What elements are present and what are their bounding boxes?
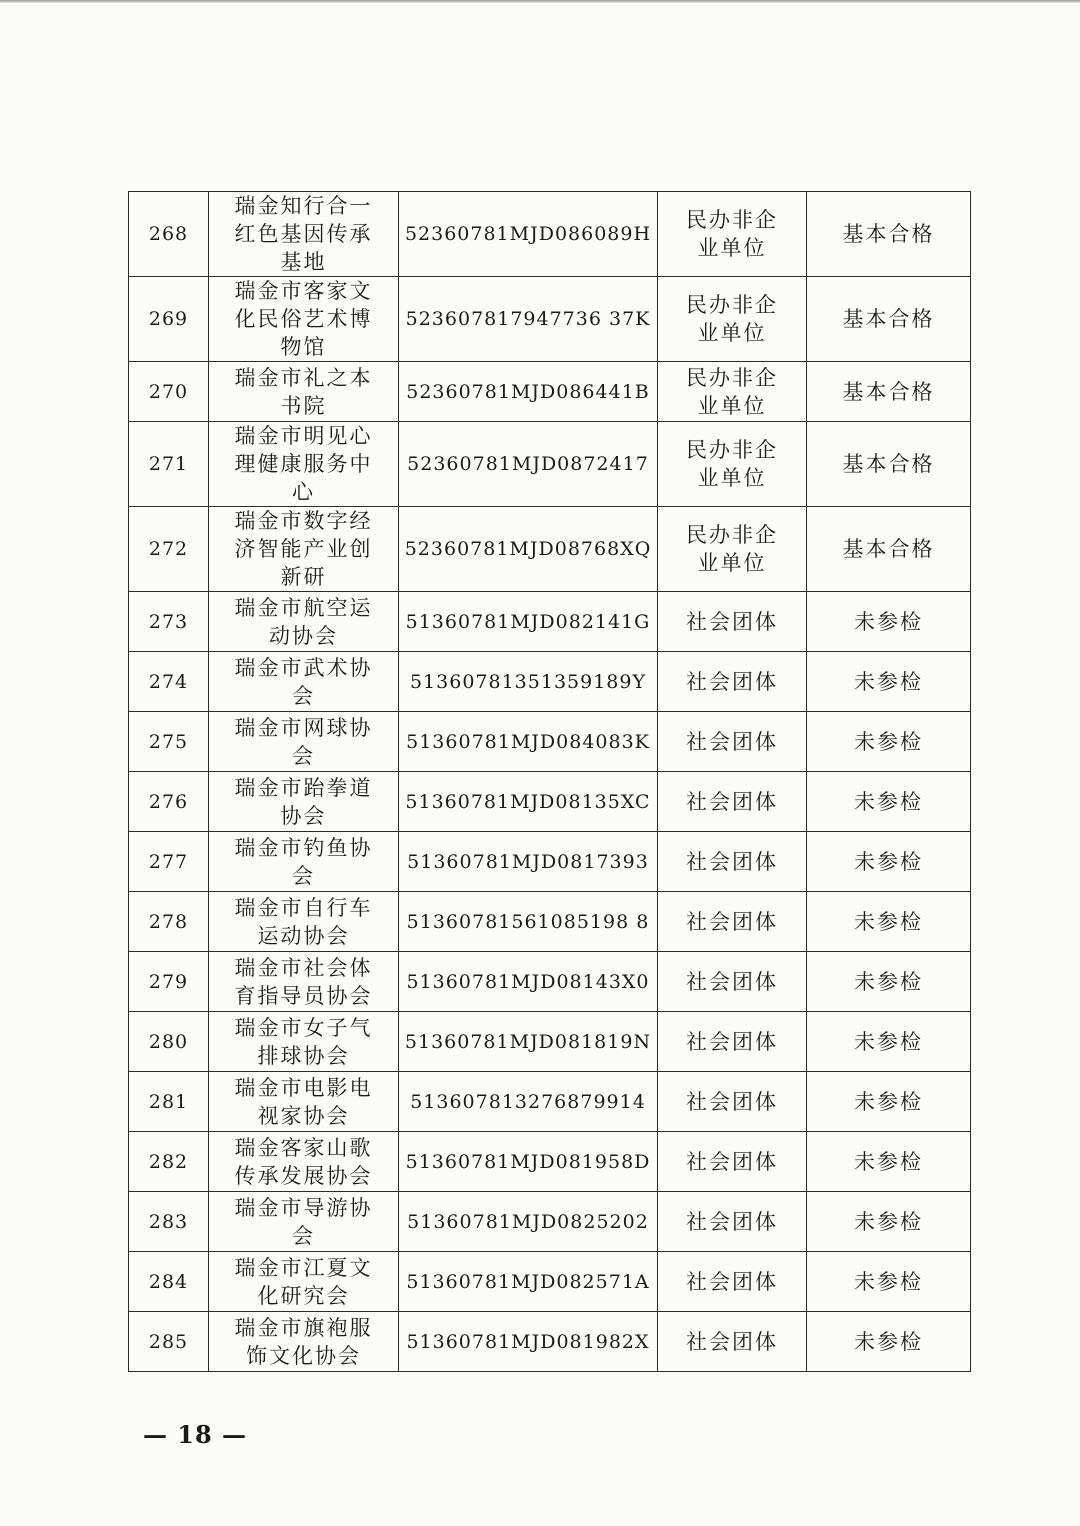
row-number-cell: 280 — [129, 1012, 209, 1072]
row-number-cell: 270 — [129, 362, 209, 422]
row-number-cell: 284 — [129, 1252, 209, 1312]
row-number-cell: 273 — [129, 592, 209, 652]
inspection-result-cell: 未参检 — [807, 1132, 971, 1192]
inspection-result-cell: 基本合格 — [807, 422, 971, 507]
row-number-cell: 272 — [129, 507, 209, 592]
credit-code-cell: 51360781MJD082571A — [399, 1252, 658, 1312]
credit-code-cell: 52360781MJD08768XQ — [399, 507, 658, 592]
inspection-result-cell: 未参检 — [807, 832, 971, 892]
credit-code-cell: 51360781MJD08135XC — [399, 772, 658, 832]
inspection-result-cell: 未参检 — [807, 1312, 971, 1372]
table-row — [129, 1192, 971, 1252]
organization-name-cell: 瑞金市电影电视家协会 — [209, 1072, 399, 1132]
table-row — [129, 1252, 971, 1312]
table-row — [129, 1072, 971, 1132]
organization-name-cell: 瑞金知行合一红色基因传承基地 — [209, 192, 399, 277]
organization-name-cell: 瑞金市客家文化民俗艺术博物馆 — [209, 277, 399, 362]
organization-name-cell: 瑞金市钓鱼协会 — [209, 832, 399, 892]
organization-type-cell: 社会团体 — [658, 592, 807, 652]
credit-code-cell: 51360781MJD0817393 — [399, 832, 658, 892]
organization-name-cell: 瑞金市航空运动协会 — [209, 592, 399, 652]
organization-type-cell: 社会团体 — [658, 1192, 807, 1252]
table-row — [129, 652, 971, 712]
row-number-cell: 282 — [129, 1132, 209, 1192]
organization-type-cell: 社会团体 — [658, 832, 807, 892]
organization-type-cell: 社会团体 — [658, 892, 807, 952]
organization-name-cell: 瑞金市武术协会 — [209, 652, 399, 712]
table-row — [129, 832, 971, 892]
credit-code-cell: 51360781351359189Y — [399, 652, 658, 712]
organization-type-cell: 社会团体 — [658, 1132, 807, 1192]
scan-top-edge — [0, 0, 1080, 3]
table-row — [129, 952, 971, 1012]
organization-name-cell: 瑞金市自行车运动协会 — [209, 892, 399, 952]
credit-code-cell: 51360781MJD081819N — [399, 1012, 658, 1072]
credit-code-cell: 51360781MJD081982X — [399, 1312, 658, 1372]
table-row — [129, 1132, 971, 1192]
row-number-cell: 271 — [129, 422, 209, 507]
credit-code-cell: 52360781MJD0872417 — [399, 422, 658, 507]
row-number-cell: 281 — [129, 1072, 209, 1132]
table-row — [129, 592, 971, 652]
row-number-cell: 277 — [129, 832, 209, 892]
inspection-result-cell: 未参检 — [807, 952, 971, 1012]
organization-type-cell: 民办非企业单位 — [658, 362, 807, 422]
table-body — [129, 192, 971, 1372]
organization-name-cell: 瑞金市数字经济智能产业创新研 — [209, 507, 399, 592]
inspection-result-cell: 基本合格 — [807, 277, 971, 362]
row-number-cell: 275 — [129, 712, 209, 772]
organization-name-cell: 瑞金市明见心理健康服务中心 — [209, 422, 399, 507]
table-row — [129, 192, 971, 277]
credit-code-cell: 51360781MJD08143X0 — [399, 952, 658, 1012]
organization-name-cell: 瑞金市江夏文化研究会 — [209, 1252, 399, 1312]
organization-name-cell: 瑞金市导游协会 — [209, 1192, 399, 1252]
table-row — [129, 277, 971, 362]
organization-type-cell: 民办非企业单位 — [658, 277, 807, 362]
inspection-result-cell: 未参检 — [807, 1012, 971, 1072]
organization-type-cell: 民办非企业单位 — [658, 422, 807, 507]
credit-code-cell: 513607813276879914 — [399, 1072, 658, 1132]
table-row — [129, 1012, 971, 1072]
credit-code-cell: 51360781MJD0825202 — [399, 1192, 658, 1252]
organization-name-cell: 瑞金市礼之本书院 — [209, 362, 399, 422]
inspection-result-cell: 未参检 — [807, 892, 971, 952]
organization-type-cell: 社会团体 — [658, 1312, 807, 1372]
organization-name-cell: 瑞金市女子气排球协会 — [209, 1012, 399, 1072]
organization-type-cell: 社会团体 — [658, 1252, 807, 1312]
inspection-result-cell: 基本合格 — [807, 507, 971, 592]
row-number-cell: 269 — [129, 277, 209, 362]
table-row — [129, 892, 971, 952]
credit-code-cell: 51360781MJD081958D — [399, 1132, 658, 1192]
table-row — [129, 362, 971, 422]
inspection-result-cell: 未参检 — [807, 772, 971, 832]
organization-type-cell: 社会团体 — [658, 952, 807, 1012]
organization-type-cell: 社会团体 — [658, 712, 807, 772]
inspection-result-cell: 未参检 — [807, 1252, 971, 1312]
credit-code-cell: 51360781MJD084083K — [399, 712, 658, 772]
row-number-cell: 283 — [129, 1192, 209, 1252]
organization-type-cell: 社会团体 — [658, 772, 807, 832]
organization-name-cell: 瑞金市跆拳道协会 — [209, 772, 399, 832]
organization-type-cell: 社会团体 — [658, 652, 807, 712]
page-number: — 18 — — [142, 1420, 248, 1449]
table-row — [129, 422, 971, 507]
credit-code-cell: 51360781561085198 8 — [399, 892, 658, 952]
organization-type-cell: 社会团体 — [658, 1072, 807, 1132]
credit-code-cell: 52360781MJD086089H — [399, 192, 658, 277]
row-number-cell: 285 — [129, 1312, 209, 1372]
credit-code-cell: 52360781MJD086441B — [399, 362, 658, 422]
organization-type-cell: 民办非企业单位 — [658, 192, 807, 277]
organization-type-cell: 社会团体 — [658, 1012, 807, 1072]
organization-type-cell: 民办非企业单位 — [658, 507, 807, 592]
row-number-cell: 274 — [129, 652, 209, 712]
row-number-cell: 279 — [129, 952, 209, 1012]
organization-name-cell: 瑞金市旗袍服饰文化协会 — [209, 1312, 399, 1372]
credit-code-cell: 51360781MJD082141G — [399, 592, 658, 652]
table-row — [129, 1312, 971, 1372]
organization-name-cell: 瑞金市社会体育指导员协会 — [209, 952, 399, 1012]
inspection-result-cell: 未参检 — [807, 1072, 971, 1132]
organization-name-cell: 瑞金市网球协会 — [209, 712, 399, 772]
credit-code-cell: 523607817947736 37K — [399, 277, 658, 362]
inspection-result-cell: 基本合格 — [807, 192, 971, 277]
inspection-result-cell: 未参检 — [807, 1192, 971, 1252]
inspection-result-cell: 基本合格 — [807, 362, 971, 422]
organization-table — [128, 191, 971, 1372]
row-number-cell: 278 — [129, 892, 209, 952]
inspection-result-cell: 未参检 — [807, 592, 971, 652]
table-row — [129, 507, 971, 592]
organization-name-cell: 瑞金客家山歌传承发展协会 — [209, 1132, 399, 1192]
inspection-result-cell: 未参检 — [807, 712, 971, 772]
table-row — [129, 772, 971, 832]
row-number-cell: 268 — [129, 192, 209, 277]
row-number-cell: 276 — [129, 772, 209, 832]
table-row — [129, 712, 971, 772]
inspection-result-cell: 未参检 — [807, 652, 971, 712]
